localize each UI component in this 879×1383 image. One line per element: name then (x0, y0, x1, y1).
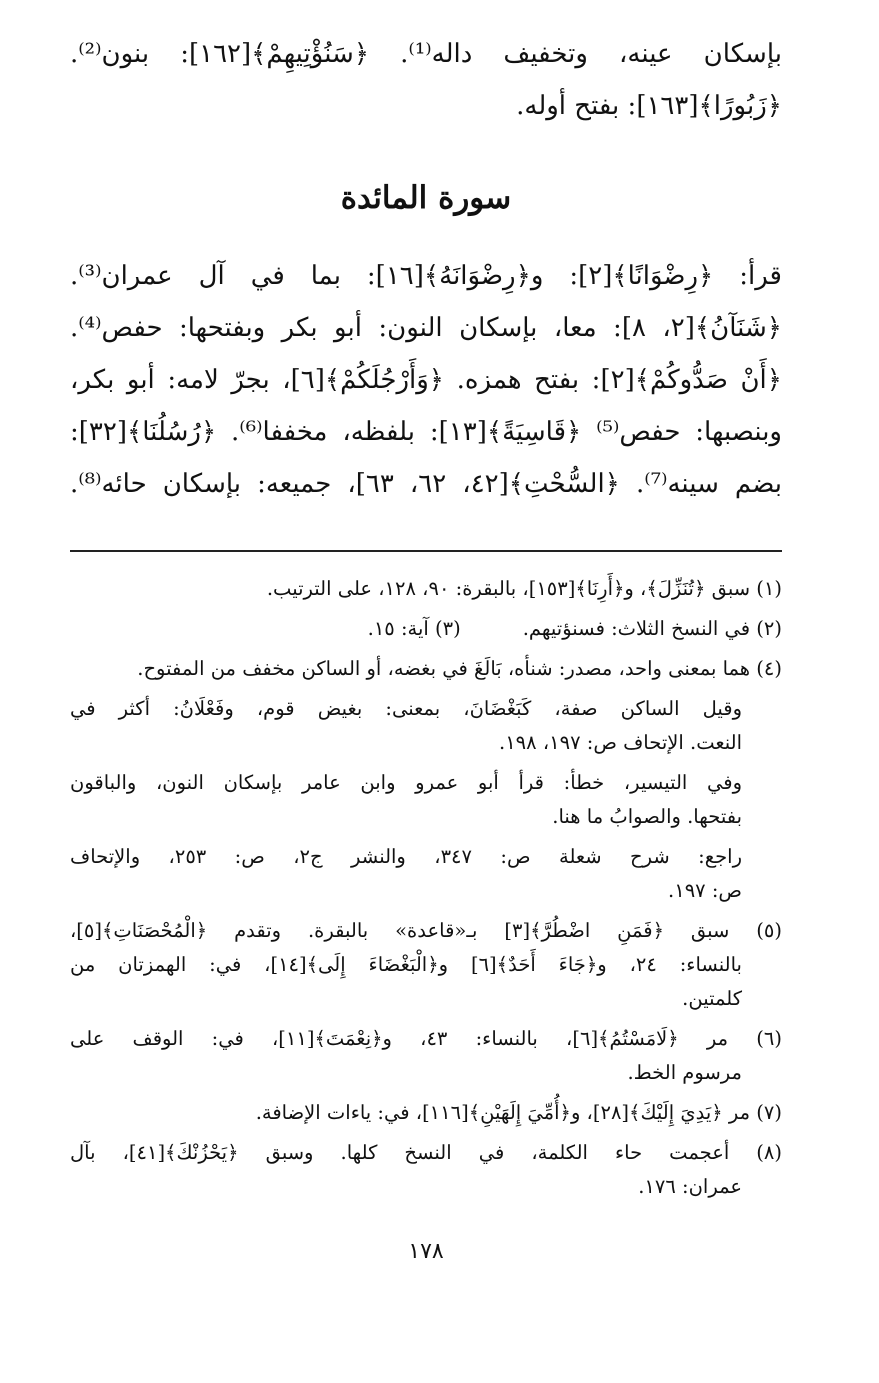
footnote-line: (٥) سبق ﴿فَمَنِ اضْطُرَّ﴾[٣] بـ«قاعدة» بالبقرة. وتقدم ﴿الْمُحْصَنَاتِ﴾[٥]، (70, 919, 782, 942)
footnote-line: (٧) مر ﴿يَدِيَ إِلَيْكَ﴾[٢٨]، و﴿أُمِّيَ إِلَهَيْنِ﴾[١١٦]، في: ياءات الإضافة. (255, 1101, 782, 1124)
footnote-4-para-3 (70, 766, 782, 834)
surah-title: سورة المائدة (340, 180, 512, 216)
footnote-line: عمران: ١٧٦. (638, 1175, 742, 1198)
footnote-line: (٨) أعجمت حاء الكلمة، في النسخ كلها. وسبق ﴿يَحْزُنْكَ﴾[٤١]، بآل (70, 1141, 782, 1164)
footnote-line: بالنساء: ٢٤، و﴿جَاءَ أَحَدٌ﴾[٦] و﴿الْبَغْضَاءَ إِلَى﴾[١٤]، في: الهمزتان من (70, 953, 742, 976)
footnote-8 (70, 1136, 782, 1204)
text-line: ﴿زَبُورًا﴾[١٦٣]: بفتح أوله. (516, 91, 782, 121)
footnote-7 (70, 1096, 782, 1130)
book-page (70, 28, 782, 1270)
footnote-line: مرسوم الخط. (627, 1061, 742, 1084)
surah-body (70, 250, 782, 510)
text-line: ﴿شَنَآنُ﴾[٢، ٨]: معا، بإسكان النون: أبو بكر وبفتحها: حفص⁽⁴⁾. (70, 313, 782, 343)
footnote-line: (٦) مر ﴿لَامَسْتُمُ﴾[٦]، بالنساء: ٤٣، و﴿نِعْمَتَ﴾[١١]، في: الوقف على (70, 1027, 782, 1050)
footnote-separator (70, 550, 782, 552)
footnote-line: (٢) في النسخ الثلاث: فسنؤتيهم. (٣) آية: ١٥. (367, 617, 782, 640)
text-line: وبنصبها: حفص⁽⁵⁾ ﴿قَاسِيَةً﴾[١٣]: بلفظه، مخففا⁽⁶⁾. ﴿رُسُلُنَا﴾[٣٢]: (70, 417, 782, 447)
footnote-6 (70, 1022, 782, 1090)
footnote-line: ص: ١٩٧. (668, 879, 742, 902)
footnote-5 (70, 914, 782, 1016)
footnote-line: (٤) هما بمعنى واحد، مصدر: شنأه، بَالَغَ في بغضه، أو الساكن مخفف من المفتوح. (137, 657, 782, 680)
footnote-line: كلمتين. (682, 987, 742, 1010)
footnote-4-para-4 (70, 840, 782, 908)
footnote-line: وفي التيسير، خطأ: قرأ أبو عمرو وابن عامر بإسكان النون، والباقون (70, 771, 742, 794)
text-line: بضم سينه⁽⁷⁾. ﴿السُّحْتِ﴾[٤٢، ٦٢، ٦٣]، جميعه: بإسكان حائه⁽⁸⁾. (70, 469, 783, 499)
footnote-line: (١) سبق ﴿تُنَزِّلَ﴾، و﴿أَرِنَا﴾[١٥٣]، بالبقرة: ٩٠، ١٢٨، على الترتيب. (266, 577, 782, 600)
footnote-line: بفتحها. والصوابُ ما هنا. (552, 805, 742, 828)
footnote-4-para-2 (70, 692, 782, 760)
text-line: قرأ: ﴿رِضْوَانًا﴾[٢]: و﴿رِضْوَانَهُ﴾[١٦]: بما في آل عمران⁽³⁾. (70, 261, 782, 291)
footnote-line: النعت. الإتحاف ص: ١٩٧، ١٩٨. (499, 731, 742, 754)
footnote-line: وقيل الساكن صفة، كَبَغْضَانَ، بمعنى: بغيض قوم، وفَعْلَانُ: أكثر في (70, 697, 742, 720)
footnote-2-3 (70, 612, 782, 646)
footnote-line: راجع: شرح شعلة ص: ٣٤٧، والنشر ج٢، ص: ٢٥٣، والإتحاف (70, 845, 742, 868)
text-line: بإسكان عينه، وتخفيف داله⁽¹⁾. ﴿سَنُؤْتِيهِمْ﴾[١٦٢]: بنون⁽²⁾. (70, 39, 782, 69)
footnotes (70, 572, 782, 1204)
page-number: ١٧٨ (408, 1239, 444, 1264)
footnote-4 (70, 652, 782, 686)
previous-surah-tail (70, 28, 782, 132)
footnote-1 (70, 572, 782, 606)
text-line: ﴿أَنْ صَدُّوكُمْ﴾[٢]: بفتح همزه. ﴿وَأَرْجُلَكُمْ﴾[٦]، بجرّ لامه: أبو بكر، (70, 365, 783, 395)
